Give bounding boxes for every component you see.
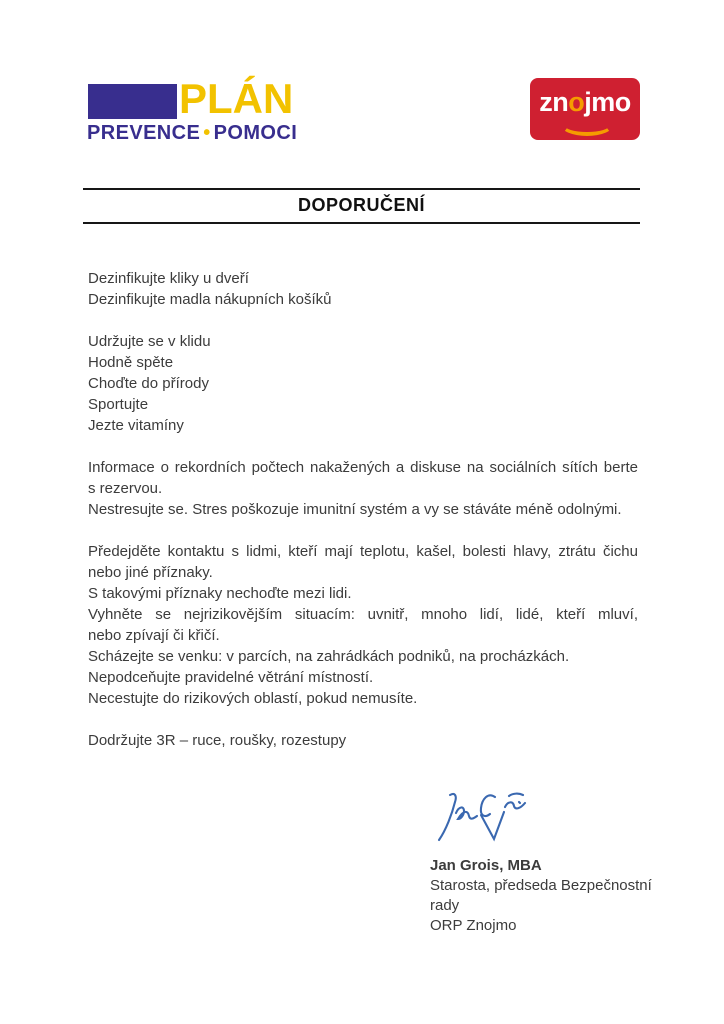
- body-line: Dodržujte 3R – ruce, roušky, rozestupy: [88, 732, 347, 749]
- znojmo-text-accent-o: o: [568, 87, 585, 117]
- body-line: Nestresujte se. Stres poškozuje imunitní systém a vy se stáváte méně odolnými.: [88, 501, 622, 518]
- body-line: Předejděte kontaktu s lidmi, kteří mají teplotu, kašel, bolesti hlavy, ztrátu čichu: [88, 543, 638, 560]
- handwritten-signature-icon: [432, 786, 532, 852]
- body-line: Informace o rekordních počtech nakažených a diskuse na sociálních sítích berte: [88, 459, 638, 476]
- body-line: Nepodceňujte pravidelné větrání místností.: [88, 669, 374, 686]
- body-line: Choďte do přírody: [88, 375, 209, 392]
- body-line: S takovými příznaky nechoďte mezi lidi.: [88, 585, 352, 602]
- body-line: Dezinfikujte madla nákupních košíků: [88, 291, 332, 308]
- znojmo-city-logo: [530, 78, 640, 140]
- znojmo-text-part2: jmo: [584, 87, 631, 117]
- body-line: Dezinfikujte kliky u dveří: [88, 270, 249, 287]
- title-banner: [83, 188, 640, 224]
- plan-logo-subtitle: [87, 123, 297, 143]
- plan-subtitle-right: POMOCI: [213, 122, 298, 144]
- body-line: Jezte vitamíny: [88, 417, 184, 434]
- body-line: Vyhněte se nejrizikovějším situacím: uvnitř, mnoho lidí, lidé, kteří mluví,: [88, 606, 638, 623]
- znojmo-logo-text: [530, 89, 640, 116]
- document-body: [88, 268, 638, 751]
- plan-logo-title: PLÁN: [179, 75, 294, 122]
- body-line: s rezervou.: [88, 480, 163, 497]
- znojmo-smile-icon: [561, 114, 613, 136]
- plan-logo-rectangle: [88, 84, 177, 119]
- bullet-separator-icon: •: [203, 122, 211, 144]
- body-line: nebo zpívají či křičí.: [88, 627, 220, 644]
- page-title: DOPORUČENÍ: [297, 195, 425, 215]
- body-line: Hodně spěte: [88, 354, 174, 371]
- plan-subtitle-left: PREVENCE: [87, 122, 201, 144]
- plan-prevence-pomoci-logo: [88, 76, 308, 146]
- signatory-name: Jan Grois, MBA: [430, 857, 542, 874]
- signature-block: [430, 786, 660, 936]
- body-line: Scházejte se venku: v parcích, na zahrádkách podniků, na procházkách.: [88, 648, 570, 665]
- znojmo-text-part1: zn: [539, 87, 569, 117]
- signatory-role: Starosta, předseda Bezpečnostní rady: [430, 877, 652, 914]
- body-line: Necestujte do rizikových oblastí, pokud nemusíte.: [88, 690, 418, 707]
- body-line: nebo jiné příznaky.: [88, 564, 213, 581]
- body-line: Sportujte: [88, 396, 149, 413]
- body-line: Udržujte se v klidu: [88, 333, 211, 350]
- signatory-org: ORP Znojmo: [430, 917, 517, 934]
